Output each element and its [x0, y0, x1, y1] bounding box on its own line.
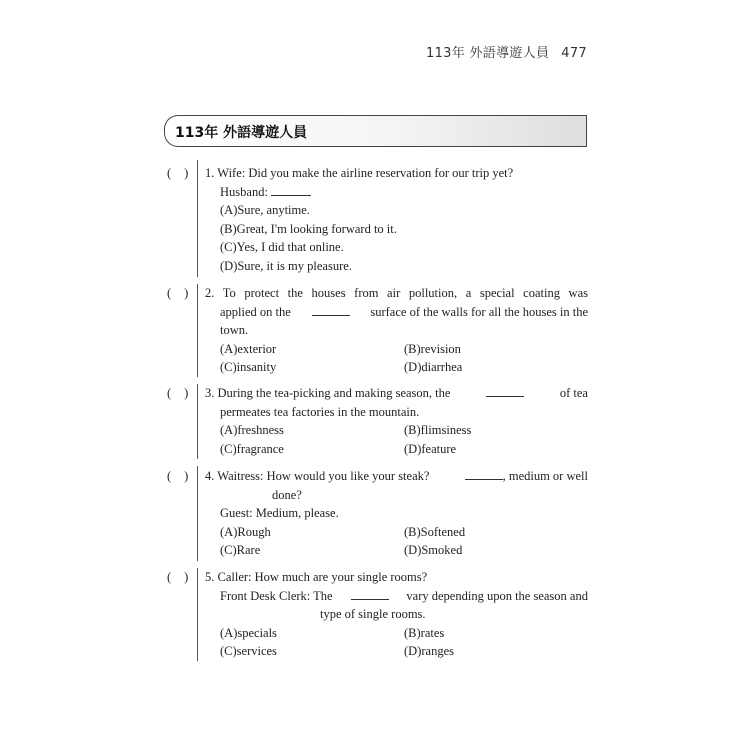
divider-line: [197, 284, 198, 377]
answer-parens: ( ): [167, 469, 189, 483]
option-a: (A)specials: [220, 625, 277, 640]
question-text: done?: [272, 487, 302, 502]
divider-line: [197, 568, 198, 661]
option-c: (C)fragrance: [220, 441, 284, 456]
divider-line: [197, 466, 198, 561]
option-a: (A)freshness: [220, 423, 284, 437]
answer-parens: ( ): [167, 570, 189, 584]
question-text: applied on the surface of the walls for all the houses in the: [220, 304, 588, 319]
question-text: 4. Waitress: How would you like your steak? , medium or well: [205, 469, 588, 483]
question-text: 5. Caller: How much are your single rooms?: [205, 570, 428, 584]
option-d: (D)Sure, it is my pleasure.: [220, 258, 352, 273]
answer-blank: [465, 467, 503, 480]
page-number: 477: [561, 46, 587, 61]
option-b: (B)Softened: [404, 524, 466, 539]
option-row: [205, 358, 588, 377]
option-row: [205, 440, 588, 459]
answer-parens: ( ): [167, 166, 189, 180]
question-text: Front Desk Clerk: The vary depending upon the season and: [220, 588, 588, 603]
question-text: 1. Wife: Did you make the airline reservation for our trip yet?: [205, 166, 514, 180]
question-text: type of single rooms.: [320, 607, 426, 621]
option-row: [205, 642, 588, 661]
option-a: (A)Rough: [220, 524, 271, 539]
divider-line: [197, 384, 198, 459]
answer-blank: [486, 384, 524, 397]
option-row: [205, 541, 588, 560]
running-header: [426, 42, 587, 61]
option-c: (C)insanity: [220, 360, 277, 374]
answer-blank: [351, 587, 389, 600]
question-text: Guest: Medium, please.: [220, 506, 339, 520]
answer-blank: [271, 183, 311, 196]
option-b: (B)flimsiness: [404, 423, 472, 437]
answer-parens: ( ): [167, 286, 189, 300]
option-row: [205, 340, 588, 359]
option-d: (D)feature: [404, 441, 457, 456]
answer-parens: ( ): [167, 386, 189, 400]
option-d: (D)ranges: [404, 644, 454, 658]
question-text: 2. To protect the houses from air pollution, a special coating was: [205, 286, 588, 300]
option-a: (A)exterior: [220, 341, 277, 356]
option-row: [205, 421, 588, 440]
option-d: (D)Smoked: [404, 543, 463, 557]
question-text: Husband:: [205, 183, 588, 202]
question-text: town.: [220, 323, 249, 337]
option-c: (C)services: [220, 644, 277, 658]
question-text: 3. During the tea-picking and making season, the of tea: [205, 386, 588, 400]
divider-line: [197, 160, 198, 277]
option-b: (B)revision: [404, 341, 461, 356]
option-c: (C)Yes, I did that online.: [220, 240, 344, 254]
option-a: (A)Sure, anytime.: [220, 203, 310, 217]
option-row: [205, 624, 588, 643]
option-c: (C)Rare: [220, 543, 261, 557]
option-b: (B)rates: [404, 625, 445, 640]
option-row: [205, 523, 588, 542]
section-heading-box: [164, 115, 587, 147]
answer-blank: [312, 303, 350, 316]
option-d: (D)diarrhea: [404, 360, 463, 374]
section-title: 113年 外語導遊人員: [175, 125, 308, 141]
option-b: (B)Great, I'm looking forward to it.: [220, 221, 397, 236]
question-text: permeates tea factories in the mountain.: [220, 404, 420, 419]
header-title: 113年 外語導遊人員: [426, 46, 550, 61]
